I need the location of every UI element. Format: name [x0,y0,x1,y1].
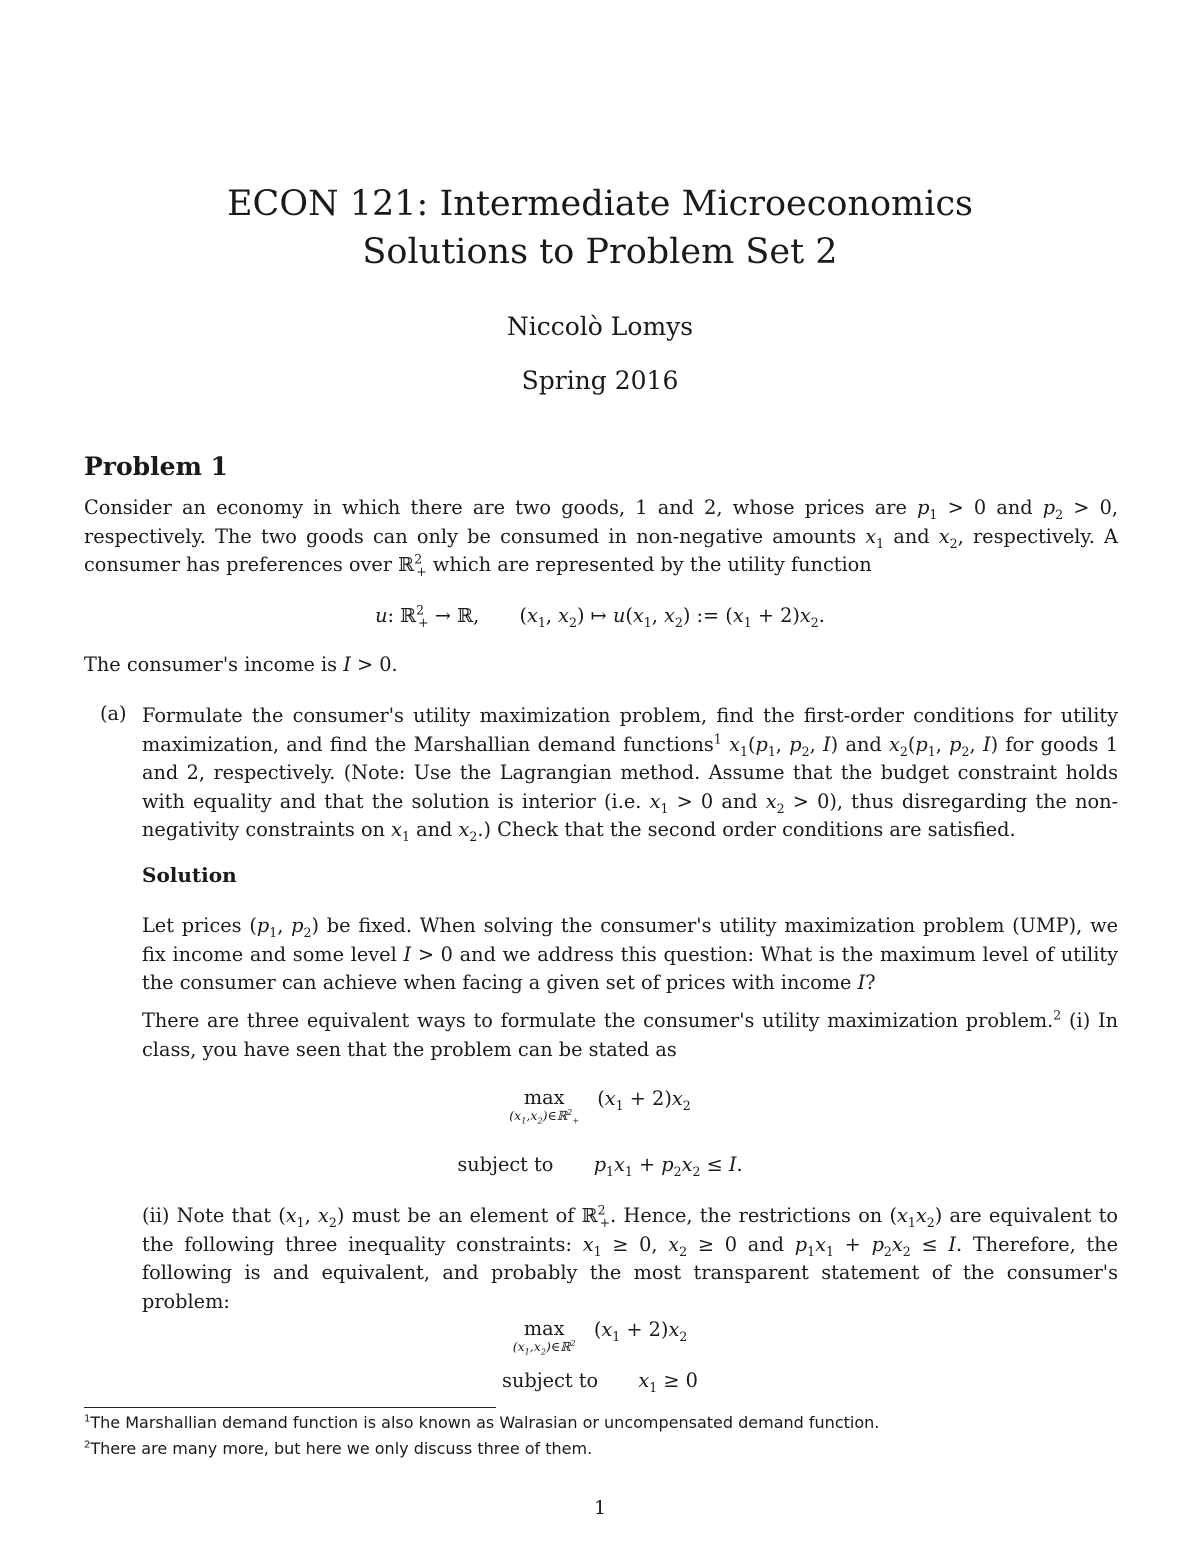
solution-heading: Solution [142,863,237,887]
utility-function-equation: u: ℝ$^2_+$ → ℝ, ($x_1$, $x_2$) ↦ $u(x_1$, $x_2$) := $(x_1 + 2)x_2$. [375,602,825,630]
problem-statement: Consider an economy in which there are two goods, 1 and 2, whose prices are $p_1 > 0$ and $p_2 > 0$, respectively. The two goods can only be consumed in non-negative amounts $x_1$ and $x_2$, respectively. A consumer has preferences over ℝ$^2_+$ which are represented by the utility function [84,496,1119,579]
footnote-2: $^2$There are many more, but here we only discuss three of them. [84,1439,593,1458]
solution-paragraph-2: There are three equivalent ways to formulate the consumer's utility maximization problem.$^2$ (i) In class, you have seen that the problem can be stated as [142,1007,1118,1061]
document-title [0,180,1200,276]
part-a-question: Formulate the consumer's utility maximization problem, find the first-order conditions for utility maximization, and find the Marshallian demand functions$^1$ $x_1(p_1$, $p_2$, I) and $x_2(p_1$, $p_2$, I) for goods 1 and 2, respectively. (Note: Use the Lagrangian method. Assume that the budget constraint holds with equality and that the solution is interior (i.e. $x_1 > 0$ and $x_2 > 0$), thus disregarding the non-negativity constraints on $x_1$ and $x_2$.) Check that the second order conditions are satisfied. [142,704,1119,844]
income-statement: The consumer's income is I > 0. [84,653,398,676]
budget-constraint-i: subject to $p_1x_1 + p_2x_2 \le I$. [457,1153,743,1179]
title-line-2: Solutions to Problem Set 2 [362,232,838,272]
part-a-label: (a) [100,702,127,725]
solution-paragraph-1: Let prices ($p_1$, $p_2$) be fixed. When solving the consumer's utility maximization problem (UMP), we fix income and some level I > 0 and we address this question: What is the maximum level of utility the consumer can achieve when facing a given set of prices with income I? [142,914,1118,994]
document-date: Spring 2016 [521,366,679,395]
nonnegativity-constraint-ii: subject to $x_1 \ge 0$ [502,1369,698,1395]
title-line-1: ECON 121: Intermediate Microeconomics [226,184,974,224]
page-number: 1 [593,1497,607,1519]
author-name: Niccolò Lomys [506,312,694,341]
ump-formulation-i: max $(x_1,x_2)\in ℝ^2_+$ $(x_1 + 2)x_2$ [509,1086,691,1126]
ump-formulation-ii: max $(x_1,x_2)\in ℝ^2$ $(x_1 + 2)x_2$ [512,1317,688,1357]
solution-paragraph-3: (ii) Note that ($x_1$, $x_2$) must be an element of ℝ$^2_+$. Hence, the restrictions on $(x_1x_2)$ are equivalent to the following three inequality constraints: $x_1 \ge 0$, $x_2 \ge 0$ and $p_1x_1 + p_2x_2 \le I$. Therefore, the following is and equivalent, and probably the most transparent statement of the consumer's problem: [142,1202,1119,1313]
footnote-rule [84,1407,496,1408]
section-heading: Problem 1 [84,452,229,481]
footnote-1: $^1$The Marshallian demand function is also known as Walrasian or uncompensated demand function. [84,1413,880,1432]
